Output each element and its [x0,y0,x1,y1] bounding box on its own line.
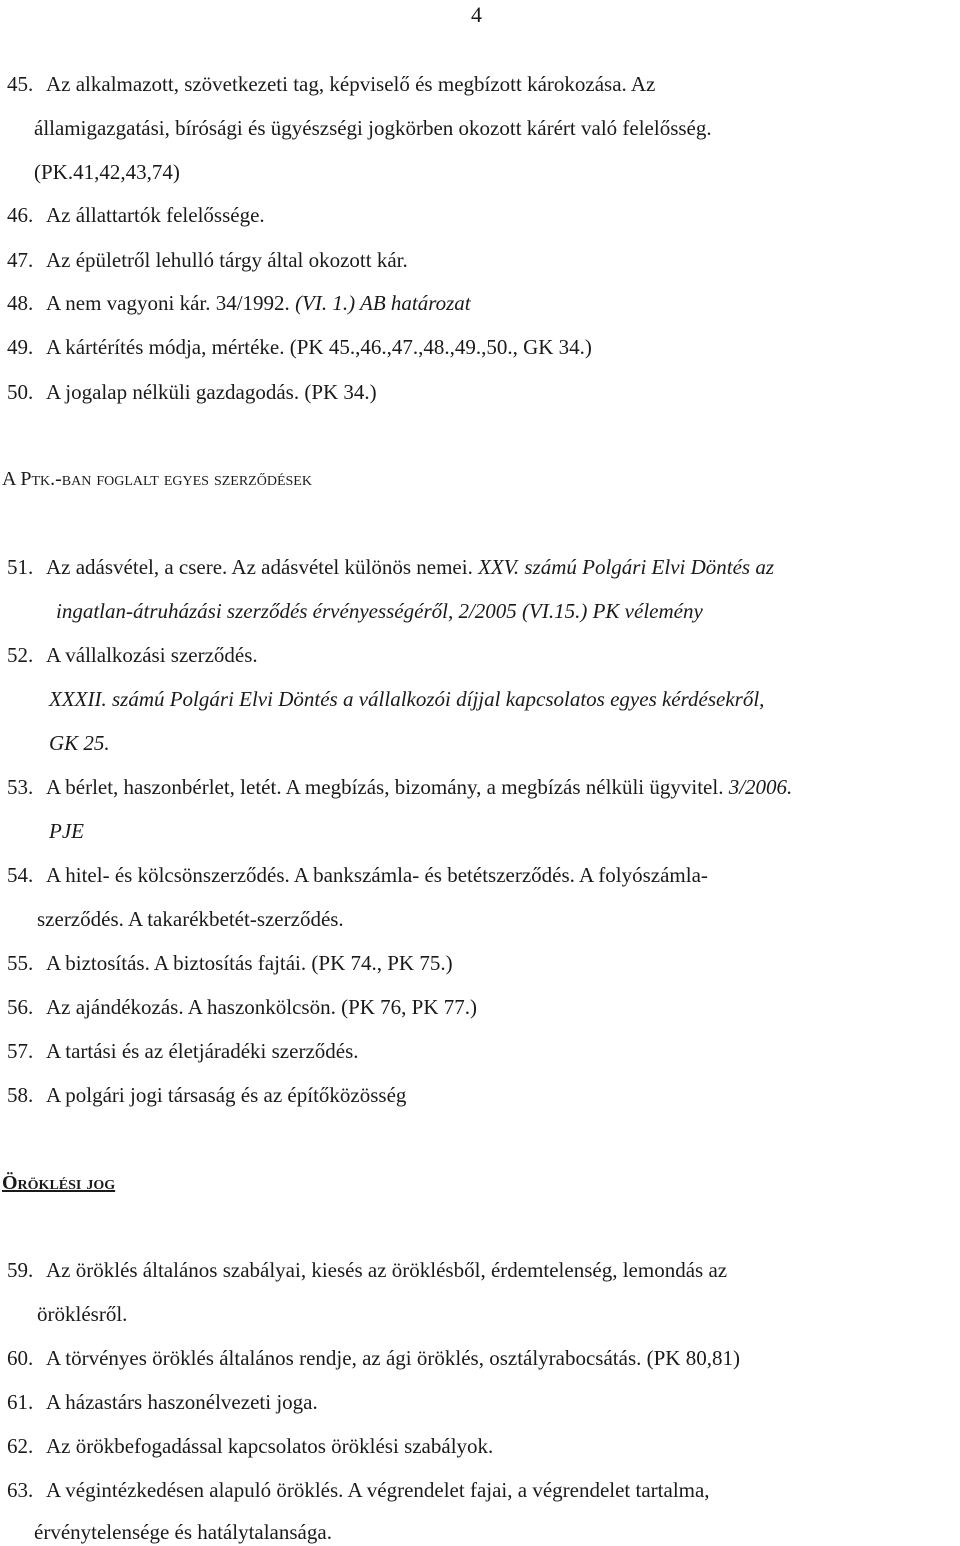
page-number: 4 [471,2,482,27]
item-number: 46. [7,203,34,227]
item-text: érvénytelensége és hatálytalansága. [34,1520,332,1544]
item-number: 57. [7,1039,34,1063]
item-text: A biztosítás. A biztosítás fajtái. (PK 74., PK 75.) [46,951,453,975]
item-text-italic: 3/2006. [728,775,793,799]
item-text: A házastárs haszonélvezeti joga. [46,1390,318,1414]
item-text [46,777,792,798]
item-number: 60. [7,1346,34,1370]
item-text-italic: PJE [49,819,84,843]
item-text-italic: ingatlan-átruházási szerződés érvényességéről, 2/2005 (VI.15.) PK vélemény [56,599,703,623]
item-number: 54. [7,863,34,887]
item-number: 45. [7,72,34,96]
item-text: A végintézkedésen alapuló öröklés. A végrendelet fajai, a végrendelet tartalma, [46,1478,710,1502]
item-number: 52. [7,643,34,667]
item-text [46,557,774,578]
item-text: A törvényes öröklés általános rendje, az ági öröklés, osztályrabocsátás. (PK 80,81) [46,1346,740,1370]
item-text: Az ajándékozás. A haszonkölcsön. (PK 76, PK 77.) [46,995,478,1019]
item-number: 61. [7,1390,34,1414]
item-text-italic: XXV. számú Polgári Elvi Döntés az [478,555,775,579]
item-number: 53. [7,775,34,799]
item-number: 62. [7,1434,34,1458]
section-heading: A Ptk.-ban foglalt egyes szerződések [2,468,312,490]
item-text: Az állattartók felelőssége. [46,203,265,227]
item-text-italic: XXXII. számú Polgári Elvi Döntés a vállalkozói díjjal kapcsolatos egyes kérdésekről, [49,687,765,711]
item-text: A polgári jogi társaság és az építőközösség [46,1083,407,1107]
item-number: 51. [7,555,34,579]
item-number: 59. [7,1258,34,1282]
section-heading: Öröklési jog [2,1172,116,1194]
item-text: A vállalkozási szerződés. [46,643,258,667]
item-number: 55. [7,951,34,975]
item-text: Az épületről lehulló tárgy által okozott kár. [46,248,408,272]
item-text: A hitel- és kölcsönszerződés. A bankszámla- és betétszerződés. A folyószámla- [46,863,708,887]
item-text: A jogalap nélküli gazdagodás. (PK 34.) [46,380,377,404]
item-text [46,293,471,314]
item-text-plain: A nem vagyoni kár. 34/1992. [46,291,290,315]
item-text: Az alkalmazott, szövetkezeti tag, képviselő és megbízott károkozása. Az [46,72,656,96]
item-number: 50. [7,380,34,404]
item-number: 63. [7,1478,34,1502]
item-number: 47. [7,248,34,272]
item-text: öröklésről. [37,1302,128,1326]
item-text-plain: Az adásvétel, a csere. Az adásvétel különös nemei. [46,555,473,579]
item-text: Az öröklés általános szabályai, kiesés az öröklésből, érdemtelenség, lemondás az [46,1258,728,1282]
item-text-plain: A bérlet, haszonbérlet, letét. A megbízás, bizomány, a megbízás nélküli ügyvitel. [46,775,724,799]
item-number: 58. [7,1083,34,1107]
item-text: A kártérítés módja, mértéke. (PK 45.,46.,47.,48.,49.,50., GK 34.) [46,335,592,359]
item-text: A tartási és az életjáradéki szerződés. [46,1039,359,1063]
item-text: Az örökbefogadással kapcsolatos öröklési szabályok. [46,1434,494,1458]
item-text: szerződés. A takarékbetét-szerződés. [37,907,344,931]
item-text: (PK.41,42,43,74) [34,160,180,184]
item-number: 48. [7,291,34,315]
item-text-italic: (VI. 1.) AB határozat [295,291,471,315]
item-number: 56. [7,995,34,1019]
item-text: államigazgatási, bírósági és ügyészségi jogkörben okozott kárért való felelősség. [34,116,712,140]
item-text-italic: GK 25. [49,731,110,755]
item-number: 49. [7,335,34,359]
